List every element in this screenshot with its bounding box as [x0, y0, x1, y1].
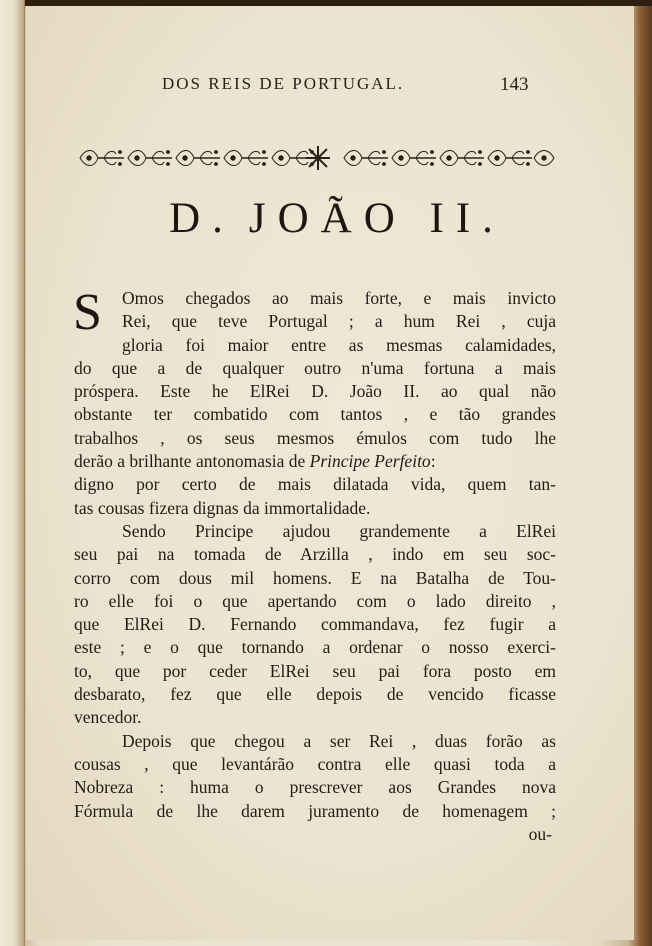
body-text	[73, 284, 556, 846]
book-page	[26, 6, 636, 940]
text-line: Rei, que teve Portugal ; a hum Rei , cuja	[122, 311, 556, 332]
text-line: próspera. Este he ElRei D. João II. ao qual não	[74, 381, 556, 402]
text-line: do que a de qualquer outro n'uma fortuna a mais	[74, 357, 556, 378]
text-line: to, que por ceder ElRei seu pai fora posto em	[74, 660, 556, 681]
drop-cap: S	[73, 284, 102, 341]
text-line: tas cousas fizera dignas da immortalidade.	[74, 497, 371, 518]
page-number: 143	[500, 74, 529, 95]
italic-suffix: :	[430, 451, 436, 472]
chapter-title-name: JOÃO II.	[248, 195, 505, 242]
fleuron-band-icon	[78, 144, 558, 172]
catchword: ou-	[528, 823, 552, 844]
running-head-title: DOS REIS DE PORTUGAL.	[162, 74, 405, 93]
text-line: que ElRei D. Fernando commandava, fez fugir a	[74, 614, 556, 635]
italic-phrase: Principe Perfeito	[309, 451, 431, 472]
text-line: cousas , que levantárão contra elle quasi toda a	[74, 753, 556, 774]
running-head	[26, 74, 634, 98]
text-line: obstante ter combatido com tantos , e tão grandes	[74, 404, 556, 425]
text-line: trabalhos , os seus mesmos émulos com tudo lhe	[74, 427, 556, 448]
text-line	[74, 450, 556, 473]
text-line: este ; e o que tornando a ordenar o nosso exerci-	[74, 637, 556, 658]
text-line: Sendo Principe ajudou grandemente a ElRei	[122, 520, 556, 541]
text-line: vencedor.	[74, 707, 142, 728]
text-line: Nobreza : huma o prescrever aos Grandes nova	[74, 777, 556, 798]
chapter-title-prefix: D.	[169, 195, 235, 242]
chapter-title	[26, 194, 634, 243]
text-line: seu pai na tomada de Arzilla , indo em seu soc-	[74, 544, 556, 565]
text-line: Omos chegados ao mais forte, e mais invicto	[122, 288, 556, 308]
text-line: corro com dous mil homens. E na Batalha de Tou-	[74, 567, 556, 588]
facing-page-edge	[0, 0, 25, 946]
text-line: gloria foi maior entre as mesmas calamidades,	[122, 334, 556, 355]
text-line: Fórmula de lhe darem juramento de homenagem ;	[74, 800, 556, 821]
text-fragment: derão a brilhante antonomasia de	[74, 451, 306, 472]
text-line: Depois que chegou a ser Rei , duas forão as	[122, 730, 556, 751]
text-line: ro elle foi o que apertando com o lado direito ,	[74, 590, 556, 611]
text-line: desbarato, fez que elle depois de vencido ficasse	[74, 684, 556, 705]
text-line: digno por certo de mais dilatada vida, quem tan-	[74, 474, 556, 495]
